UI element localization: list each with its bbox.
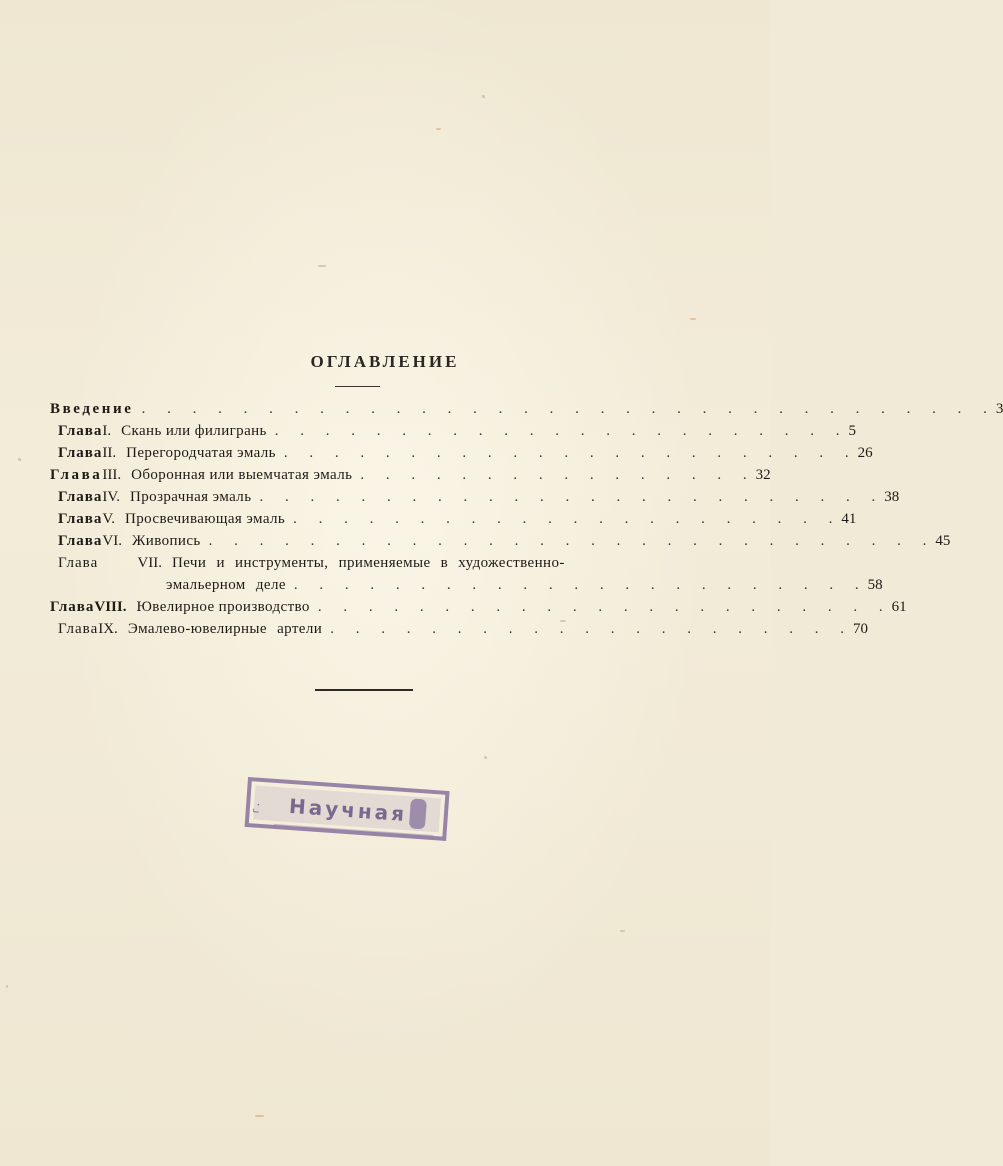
chapter-number: III.: [102, 467, 122, 483]
entry-label: Глава: [58, 511, 103, 527]
entry-label: Глава: [58, 533, 103, 549]
chapter-number: II.: [102, 445, 117, 461]
dot-leader: . . . . . . . . . . . . . . . . . . . . . . .: [274, 423, 849, 439]
toc-entry-chapter-3: [50, 464, 771, 486]
paper-speck: [482, 95, 485, 98]
chapter-number: IV.: [102, 489, 121, 505]
chapter-number: I.: [102, 423, 112, 439]
toc-entry-chapter-7-cont: [162, 574, 883, 596]
dot-leader: . . . . . . . . . . . . . . . . . . . . . . . . .: [259, 489, 885, 505]
page-number: 45: [935, 533, 951, 549]
entry-label: Глава: [50, 599, 95, 615]
chapter-number: V.: [102, 511, 116, 527]
chapter-title: Прозрачная эмаль: [130, 489, 252, 505]
page-number: 41: [841, 511, 857, 527]
toc-entry-chapter-8: [50, 596, 907, 618]
toc-entry-chapter-5: [58, 508, 857, 530]
library-stamp: [243, 773, 452, 847]
dot-leader: . . . . . . . . . . . . . . . . . . . . .: [330, 621, 853, 637]
toc-entry-chapter-6: [58, 530, 951, 552]
page-number: 32: [755, 467, 771, 483]
page-number: 3: [995, 401, 1003, 417]
toc-entry-chapter-9: [58, 618, 868, 640]
toc-entry-chapter-1: [58, 420, 857, 442]
chapter-number: VIII.: [94, 599, 127, 615]
chapter-number: IX.: [98, 621, 118, 637]
chapter-title: Перегородчатая эмаль: [126, 445, 276, 461]
paper-speck: [436, 128, 441, 130]
dot-leader: . . . . . . . . . . . . . . . . . . . . . . . . . . . . .: [208, 533, 936, 549]
chapter-title: Печи и инструменты, применяемые в художественно-: [172, 555, 565, 571]
chapter-title: Ювелирное производство: [136, 599, 310, 615]
paper-speck: [6, 985, 8, 988]
toc-entry-chapter-2: [58, 442, 873, 464]
svg-text:г.: г.: [250, 801, 263, 815]
paper-speck: [18, 458, 21, 461]
entry-label: Глава: [58, 423, 103, 439]
paper-speck: [690, 318, 696, 320]
svg-text:Научная: Научная: [288, 793, 408, 827]
chapter-title: Скань или филигрань: [121, 423, 267, 439]
toc-entry-chapter-7: [58, 552, 670, 574]
entry-label: Глава: [58, 621, 99, 637]
page-number: 70: [852, 621, 868, 637]
paper-speck: [255, 1115, 264, 1117]
paper-speck: [620, 930, 625, 932]
chapter-title: Живопись: [131, 533, 201, 549]
paper-speck: [318, 265, 326, 267]
page-number: 38: [884, 489, 900, 505]
toc-heading: ОГЛАВЛЕНИЕ: [310, 352, 460, 371]
dot-leader: . . . . . . . . . . . . . . . . . . . . . . . . . . . . . . . . . .: [141, 401, 996, 417]
toc-entry-chapter-4: [58, 486, 900, 508]
entry-label: Глава: [58, 445, 103, 461]
chapter-number: VI.: [102, 533, 122, 549]
dot-leader: . . . . . . . . . . . . . . . . . . . . . . .: [293, 577, 868, 593]
chapter-title: Оборонная или выемчатая эмаль: [131, 467, 353, 483]
chapter-title: Эмалево-ювелирные артели: [127, 621, 323, 637]
entry-label: Введение: [50, 401, 134, 417]
chapter-number: VII.: [137, 555, 162, 571]
entry-label: Глава: [58, 555, 99, 571]
dot-leader: . . . . . . . . . . . . . . . . . . . . . .: [293, 511, 842, 527]
closing-rule: [315, 689, 413, 691]
chapter-title: Просвечивающая эмаль: [125, 511, 286, 527]
entry-label: Глава: [50, 467, 103, 483]
toc-entry-introduction: [50, 398, 1003, 420]
dot-leader: . . . . . . . . . . . . . . . . . . . . . . .: [317, 599, 892, 615]
chapter-title-continuation: эмальерном деле: [166, 577, 286, 593]
page-number: 58: [867, 577, 883, 593]
page-number: 61: [891, 599, 907, 615]
page-number: 5: [848, 423, 857, 439]
dot-leader: . . . . . . . . . . . . . . . .: [360, 467, 756, 483]
dot-leader: . . . . . . . . . . . . . . . . . . . . . . .: [283, 445, 858, 461]
paper-speck: [484, 756, 487, 759]
entry-label: Глава: [58, 489, 103, 505]
page-number: 26: [857, 445, 873, 461]
heading-underline: [335, 386, 380, 387]
